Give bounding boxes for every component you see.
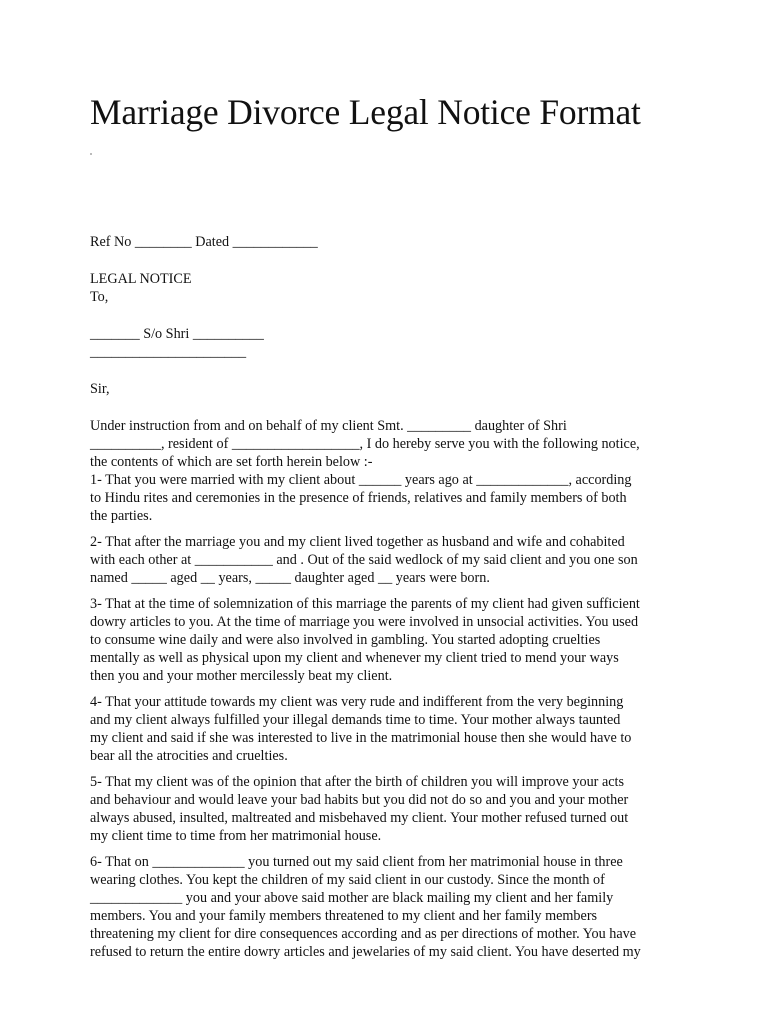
para-1-line: the parties. [90, 508, 153, 524]
para-3-line: dowry articles to you. At the time of marriage you were involved in unsocial activities. You used [90, 614, 639, 630]
para-6-line: threatening my client for dire consequences according and as per directions of mother. You have [90, 926, 637, 942]
addressee-line: ______________________ [90, 344, 247, 360]
salutation: Sir, [90, 381, 110, 397]
para-2-line: named _____ aged __ years, _____ daughter aged __ years were born. [90, 570, 490, 586]
para-6-line: _____________ you and your above said mother are black mailing my client and her family [90, 890, 614, 906]
legal-notice-heading: LEGAL NOTICE [90, 271, 192, 287]
intro-line: Under instruction from and on behalf of my client Smt. _________ daughter of Shri [90, 418, 567, 434]
para-4-line: my client and said if she was interested to live in the matrimonial house then she would have to [90, 730, 632, 746]
para-1-line: to Hindu rites and ceremonies in the presence of friends, relatives and family members of both [90, 490, 627, 506]
para-3-line: then you and your mother mercilessly beat my client. [90, 668, 393, 684]
para-5-line: my client time to time from her matrimonial house. [90, 828, 382, 844]
ref-line: Ref No ________ Dated ____________ [90, 234, 318, 250]
para-6-line: members. You and your family members threatened to my client and her family members [90, 908, 598, 924]
para-6-line: wearing clothes. You kept the children of my said client in our custody. Since the month of [90, 872, 605, 888]
para-2-line: with each other at ___________ and . Out of the said wedlock of my said client and you one son [90, 552, 638, 568]
stray-mark [90, 153, 92, 155]
para-6-line: refused to return the entire dowry articles and jewelaries of my said client. You have deserted my [90, 944, 641, 960]
intro-line: the contents of which are set forth herein below :- [90, 454, 373, 470]
document-body [90, 233, 690, 961]
para-5-line: 5- That my client was of the opinion that after the birth of children you will improve your acts [90, 774, 624, 790]
para-4-line: and my client always fulfilled your illegal demands time to time. Your mother always taunted [90, 712, 621, 728]
para-6-line: 6- That on _____________ you turned out my said client from her matrimonial house in three [90, 854, 623, 870]
para-4-line: 4- That your attitude towards my client was very rude and indifferent from the very beginning [90, 694, 624, 710]
para-2-line: 2- That after the marriage you and my client lived together as husband and wife and cohabited [90, 534, 625, 550]
para-4-line: bear all the atrocities and cruelties. [90, 748, 288, 764]
intro-line: __________, resident of __________________, I do hereby serve you with the following notice, [90, 436, 640, 452]
to-line: To, [90, 289, 109, 305]
para-5-line: and behaviour and would leave your bad habits but you did not do so and you and your mother [90, 792, 629, 808]
document-title: Marriage Divorce Legal Notice Format [90, 92, 641, 132]
para-3-line: to consume wine daily and were also involved in gambling. You started adopting cruelties [90, 632, 601, 648]
para-3-line: 3- That at the time of solemnization of this marriage the parents of my client had given sufficient [90, 596, 640, 612]
para-3-line: mentally as well as physical upon my client and whenever my client tried to mend your ways [90, 650, 619, 666]
addressee-line: _______ S/o Shri __________ [90, 326, 264, 342]
para-1-line: 1- That you were married with my client about ______ years ago at _____________, according [90, 472, 632, 488]
para-5-line: always abused, insulted, maltreated and misbehaved my client. Your mother refused turned out [90, 810, 629, 826]
